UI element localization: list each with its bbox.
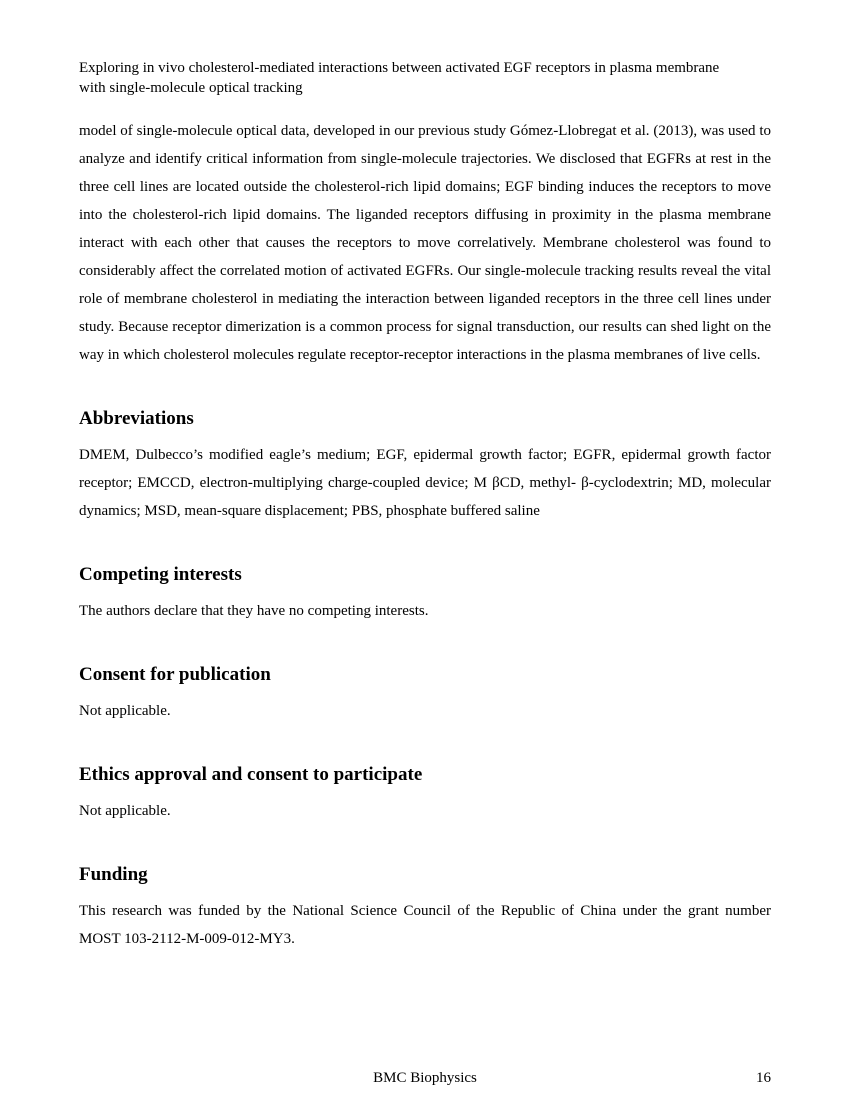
abbreviations-heading: Abbreviations: [79, 408, 194, 429]
consent-heading: Consent for publication: [79, 664, 271, 685]
competing-interests-text: The authors declare that they have no competing interests.: [79, 603, 429, 619]
article-body: [79, 117, 771, 953]
funding-text: This research was funded by the National Science Council of the Republic of China under the grant number MOST 103-2112-M-009-012-MY3.: [79, 903, 771, 947]
page-number: 16: [756, 1070, 771, 1086]
competing-interests-heading: Competing interests: [79, 564, 242, 585]
abbreviations-text: DMEM, Dulbecco’s modified eagle’s medium; EGF, epidermal growth factor; EGFR, epidermal growth factor receptor; EMCCD, electron-multiplying charge-coupled device; M βCD, methyl- β-cyclodextrin; MD, molecular dynamics; MSD, mean-square displacement; PBS, phosphate buffered saline: [79, 447, 771, 519]
running-title: Exploring in vivo cholesterol-mediated interactions between activated EGF receptors in plasma membrane with single-molecule optical tracking: [79, 60, 720, 96]
journal-name: BMC Biophysics: [373, 1070, 477, 1086]
consent-text: Not applicable.: [79, 703, 171, 719]
ethics-heading: Ethics approval and consent to participate: [79, 764, 423, 785]
intro-paragraph: model of single-molecule optical data, developed in our previous study Gómez-Llobregat et al. (2013), was used to analyze and identify critical information from single-molecule trajectories. We disclosed that EGFRs at rest in the three cell lines are located outside the cholesterol-rich lipid domains; EGF binding induces the receptors to move into the cholesterol-rich lipid domains. The liganded receptors diffusing in proximity in the plasma membrane interact with each other that causes the receptors to move correlatively. Membrane cholesterol was found to considerably affect the correlated motion of activated EGFRs. Our single-molecule tracking results reveal the vital role of membrane cholesterol in mediating the interaction between liganded receptors in the three cell lines under study. Because receptor dimerization is a common process for signal transduction, our results can shed light on the way in which cholesterol molecules regulate receptor-receptor interactions in the plasma membranes of live cells.: [79, 123, 771, 363]
funding-heading: Funding: [79, 864, 148, 885]
ethics-text: Not applicable.: [79, 803, 171, 819]
